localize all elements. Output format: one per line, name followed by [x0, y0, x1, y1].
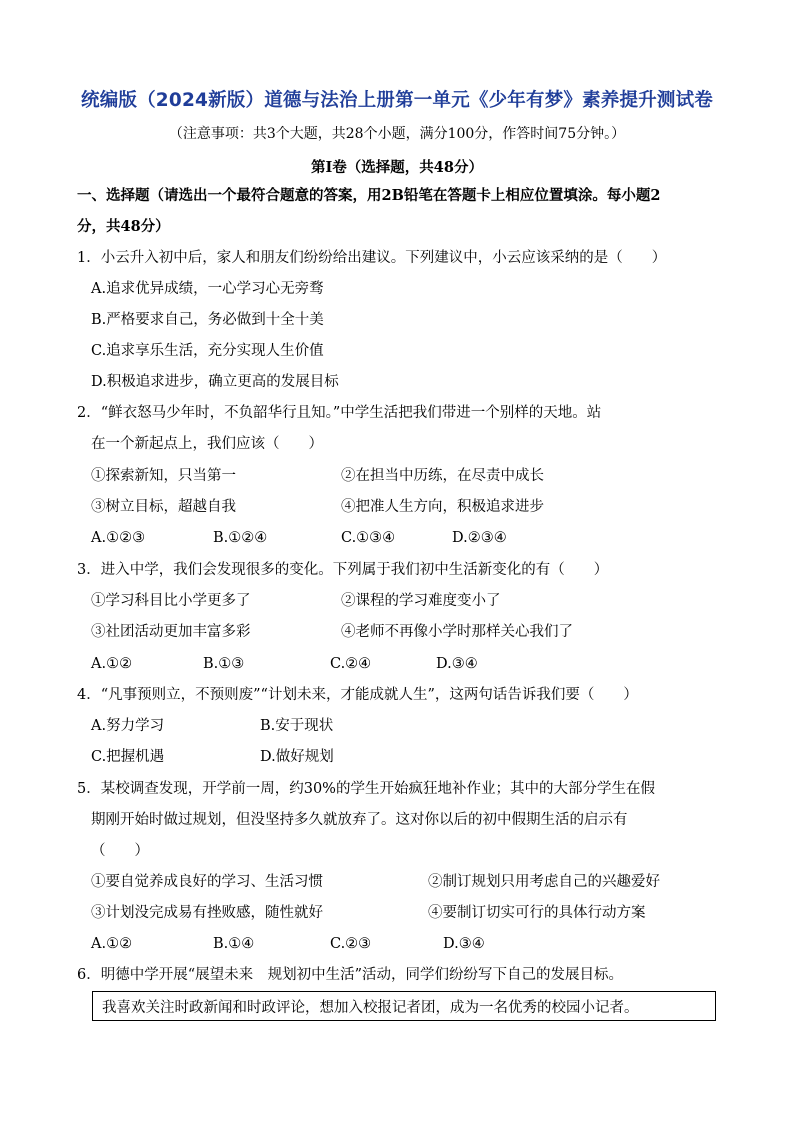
page-title: 统编版（2024新版）道德与法治上册第一单元《少年有梦》素养提升测试卷 [81, 90, 713, 111]
q5-stem-cont: 期刚开始时做过规划，但没坚持多久就放弃了。这对你以后的初中假期生活的启示有 [91, 812, 628, 828]
q4-option-d: D.做好规划 [260, 749, 334, 765]
q3-statement-1: ①学习科目比小学更多了 [91, 593, 251, 609]
q5-statement-3: ③计划没完成易有挫败感，随性就好 [91, 905, 323, 921]
q6-quote-text: 我喜欢关注时政新闻和时政评论，想加入校报记者团，成为一名优秀的校园小记者。 [102, 1000, 639, 1016]
q5-option-b: B.①④ [213, 936, 255, 952]
q2-option-c: C.①③④ [341, 530, 396, 546]
q3-stem: 3．进入中学，我们会发现很多的变化。下列属于我们初中生活新变化的有（ ） [77, 562, 609, 578]
section-instruction: 一、选择题（请选出一个最符合题意的答案，用2B铅笔在答题卡上相应位置填涂。每小题2 [77, 187, 661, 204]
section-instruction-cont: 分，共48分） [77, 218, 170, 235]
q4-option-a: A.努力学习 [91, 718, 165, 734]
q6-quote-box [92, 991, 716, 1021]
q2-statement-2: ②在担当中历练，在尽责中成长 [341, 468, 544, 484]
q5-statement-2: ②制订规划只用考虑自己的兴趣爱好 [428, 874, 660, 890]
q3-option-b: B.①③ [203, 656, 245, 672]
q3-statement-3: ③社团活动更加丰富多彩 [91, 624, 251, 640]
q4-option-c: C.把握机遇 [91, 749, 165, 765]
q2-statement-3: ③树立目标，超越自我 [91, 499, 236, 515]
q3-option-c: C.②④ [330, 656, 372, 672]
q4-stem: 4．“凡事预则立，不预则废”“计划未来，才能成就人生”，这两句话告诉我们要（ ） [77, 687, 638, 703]
q2-stem-cont: 在一个新起点上，我们应该（ ） [91, 436, 323, 452]
q5-stem: 5．某校调查发现，开学前一周，约30%的学生开始疯狂地补作业；其中的大部分学生在假 [77, 781, 655, 797]
q3-option-d: D.③④ [436, 656, 478, 672]
q5-option-c: C.②③ [330, 936, 372, 952]
q2-option-a: A.①②③ [91, 530, 146, 546]
q5-option-d: D.③④ [443, 936, 485, 952]
volume-heading: 第Ⅰ卷（选择题，共48分） [311, 159, 483, 176]
q2-statement-4: ④把准人生方向，积极追求进步 [341, 499, 544, 515]
q5-statement-1: ①要自觉养成良好的学习、生活习惯 [91, 874, 323, 890]
q1-stem: 1．小云升入初中后，家人和朋友们纷纷给出建议。下列建议中，小云应该采纳的是（ ） [77, 250, 667, 266]
q2-option-d: D.②③④ [452, 530, 507, 546]
exam-notes: （注意事项：共3个大题，共28个小题，满分100分，作答时间75分钟。） [168, 126, 626, 142]
q2-option-b: B.①②④ [213, 530, 268, 546]
q1-option-a: A.追求优异成绩，一心学习心无旁骛 [91, 281, 324, 297]
q6-stem: 6．明德中学开展“展望未来 规划初中生活”活动，同学们纷纷写下自己的发展目标。 [77, 967, 624, 983]
q1-option-b: B.严格要求自己，务必做到十全十美 [91, 312, 324, 328]
q3-option-a: A.①② [91, 656, 133, 672]
q2-statement-1: ①探索新知，只当第一 [91, 468, 236, 484]
q4-option-b: B.安于现状 [260, 718, 334, 734]
q1-option-d: D.积极追求进步，确立更高的发展目标 [91, 374, 339, 390]
q5-answer-blank: （ ） [91, 843, 149, 859]
q1-option-c: C.追求享乐生活，充分实现人生价值 [91, 343, 324, 359]
q5-option-a: A.①② [91, 936, 133, 952]
q2-stem: 2．“鲜衣怒马少年时，不负韶华行且知。”中学生活把我们带进一个别样的天地。站 [77, 405, 602, 421]
q3-statement-4: ④老师不再像小学时那样关心我们了 [341, 624, 573, 640]
q5-statement-4: ④要制订切实可行的具体行动方案 [428, 905, 646, 921]
q3-statement-2: ②课程的学习难度变小了 [341, 593, 501, 609]
